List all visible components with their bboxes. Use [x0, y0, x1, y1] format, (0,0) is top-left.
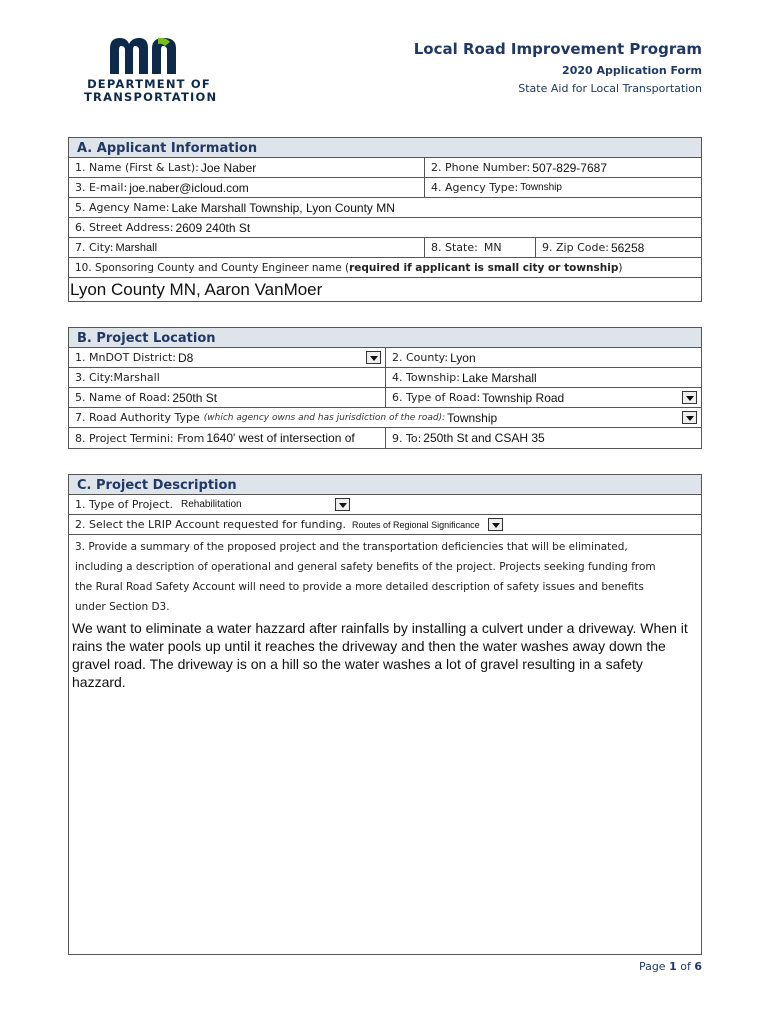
section-b-heading: B. Project Location — [69, 328, 701, 348]
row-name-phone — [69, 158, 701, 178]
row-termini — [69, 428, 701, 448]
road-authority-label: 7. Road Authority Type — [75, 411, 200, 424]
zip-value: 56258 — [610, 240, 645, 255]
street-label: 6. Street Address: — [75, 221, 174, 234]
of-word: of — [680, 960, 691, 973]
agency-name-label: 5. Agency Name: — [75, 201, 170, 214]
name-field[interactable] — [69, 158, 425, 177]
agency-type-value: Township — [520, 182, 562, 193]
page-word: Page — [638, 960, 666, 973]
name-label: 1. Name (First & Last): — [75, 161, 199, 174]
city-value: Marshall — [115, 241, 158, 254]
name-value: Joe Naber — [200, 160, 257, 175]
county-engineer-label-required: required if applicant is small city or township — [349, 261, 619, 274]
township-field[interactable] — [386, 368, 701, 387]
project-type-dropdown-icon[interactable] — [335, 498, 350, 511]
phone-field[interactable] — [425, 158, 701, 177]
location-city-label: 3. City: — [75, 371, 114, 384]
project-type-value: Rehabilitation — [181, 499, 242, 510]
county-engineer-input[interactable]: Lyon County MN, Aaron VanMoer — [70, 280, 323, 299]
summary-prompt-line3: the Rural Road Safety Account will need to provide a more detailed description of safety issues and benefits — [75, 581, 644, 593]
email-label: 3. E-mail: — [75, 181, 128, 194]
row-street-address — [69, 218, 701, 238]
city-field[interactable] — [69, 238, 425, 257]
zip-label: 9. Zip Code: — [542, 241, 609, 254]
district-label: 1. MnDOT District: — [75, 351, 177, 364]
page-indicator — [639, 960, 702, 973]
logo-dept-line2: TRANSPORTATION — [84, 90, 218, 104]
lrip-account-select[interactable] — [69, 515, 701, 534]
state-field[interactable] — [425, 238, 536, 257]
termini-to-field[interactable] — [386, 428, 701, 448]
phone-value: 507-829-7687 — [532, 160, 607, 175]
termini-from-field[interactable] — [69, 428, 386, 448]
to-label: 9. To: — [392, 431, 422, 445]
state-value: MN — [483, 241, 502, 254]
section-project-description — [68, 474, 702, 955]
agency-name-field[interactable] — [69, 198, 701, 217]
township-value: Lake Marshall — [462, 370, 537, 385]
logo-dept-line1: DEPARTMENT OF — [87, 77, 211, 91]
program-title: Local Road Improvement Program — [413, 40, 702, 58]
row-agency-name — [69, 198, 701, 218]
project-type-select[interactable] — [69, 495, 701, 514]
to-value: 250th St and CSAH 35 — [423, 431, 545, 445]
row-county-engineer-label — [69, 258, 701, 278]
street-address-field[interactable] — [69, 218, 701, 237]
row-project-type — [69, 495, 701, 515]
county-value: Lyon — [450, 350, 476, 365]
district-dropdown-icon[interactable] — [366, 351, 381, 364]
road-name-label: 5. Name of Road: — [75, 391, 171, 404]
district-select[interactable] — [69, 348, 386, 367]
county-engineer-label — [69, 258, 701, 277]
zip-field[interactable] — [536, 238, 701, 257]
township-label: 4. Township: — [392, 371, 460, 384]
road-authority-select[interactable] — [69, 408, 701, 427]
mn-logo-mark — [110, 38, 188, 74]
row-district-county — [69, 348, 701, 368]
lrip-account-dropdown-icon[interactable] — [488, 518, 503, 531]
agency-name-value: Lake Marshall Township, Lyon County MN — [171, 200, 395, 215]
county-field[interactable] — [386, 348, 701, 367]
form-header — [414, 38, 702, 98]
termini-label: 8. Project Termini: From — [75, 431, 205, 445]
section-c-heading: C. Project Description — [69, 475, 701, 495]
lrip-account-label: 2. Select the LRIP Account requested for funding. — [75, 518, 347, 531]
email-value: joe.naber@icloud.com — [129, 180, 249, 195]
location-city-field[interactable] — [69, 368, 386, 387]
mndot-logo — [84, 38, 218, 104]
summary-prompt-line2: including a description of operational and general safety benefits of the project. Projects seeking funding from — [75, 561, 656, 573]
lrip-account-value: Routes of Regional Significance — [352, 519, 480, 530]
agency-type-field[interactable] — [425, 178, 701, 197]
county-label: 2. County: — [392, 351, 449, 364]
agency-subtitle: State Aid for Local Transportation — [518, 82, 702, 95]
page-number: 1 — [669, 960, 677, 973]
road-name-field[interactable] — [69, 388, 386, 407]
location-city-value: Marshall — [113, 371, 160, 384]
street-value: 2609 240th St — [175, 220, 251, 235]
phone-label: 2. Phone Number: — [431, 161, 531, 174]
project-summary-textarea[interactable]: We want to eliminate a water hazzard after rainfalls by installing a culvert under a driveway. When it rains the water pools up until it reaches the driveway and then the water washes away down the gravel road. The driveway is on a hill so the water washes a lot of gravel resulting in a safety hazzard. — [72, 620, 688, 690]
road-authority-note: (which agency owns and has jurisdiction of the road): — [203, 412, 446, 423]
row-road-name-type — [69, 388, 701, 408]
row-city-township — [69, 368, 701, 388]
page-total: 6 — [694, 960, 702, 973]
row-county-engineer-value — [69, 278, 701, 301]
section-project-location — [68, 327, 702, 449]
project-type-label: 1. Type of Project. — [75, 498, 173, 511]
section-a-heading: A. Applicant Information — [69, 138, 701, 158]
summary-prompt-line4: under Section D3. — [75, 601, 170, 613]
summary-prompt-line1: 3. Provide a summary of the proposed project and the transportation deficiencies that will be eliminated, — [75, 541, 628, 553]
logo-department-text — [84, 77, 218, 104]
road-type-label: 6. Type of Road: — [392, 391, 481, 404]
row-email-agency-type — [69, 178, 701, 198]
road-name-value: 250th St — [172, 390, 218, 405]
road-type-dropdown-icon[interactable] — [682, 391, 697, 404]
district-value: D8 — [178, 350, 194, 365]
county-engineer-label-post: ) — [618, 261, 623, 274]
road-authority-value: Township — [447, 410, 498, 425]
row-road-authority — [69, 408, 701, 428]
row-lrip-account — [69, 515, 701, 535]
county-engineer-label-pre: 10. Sponsoring County and County Engineer name ( — [75, 261, 350, 274]
section-applicant-information — [68, 137, 702, 302]
row-city-state-zip — [69, 238, 701, 258]
road-type-select[interactable] — [386, 388, 701, 407]
road-authority-dropdown-icon[interactable] — [682, 411, 697, 424]
agency-type-label: 4. Agency Type: — [431, 181, 519, 194]
city-label: 7. City: — [75, 241, 114, 254]
summary-prompt — [69, 535, 701, 617]
form-subtitle: 2020 Application Form — [562, 64, 702, 77]
email-field[interactable] — [69, 178, 425, 197]
termini-value: 1640' west of intersection of — [206, 431, 355, 445]
state-label: 8. State: — [431, 241, 478, 254]
road-type-value: Township Road — [482, 390, 565, 405]
